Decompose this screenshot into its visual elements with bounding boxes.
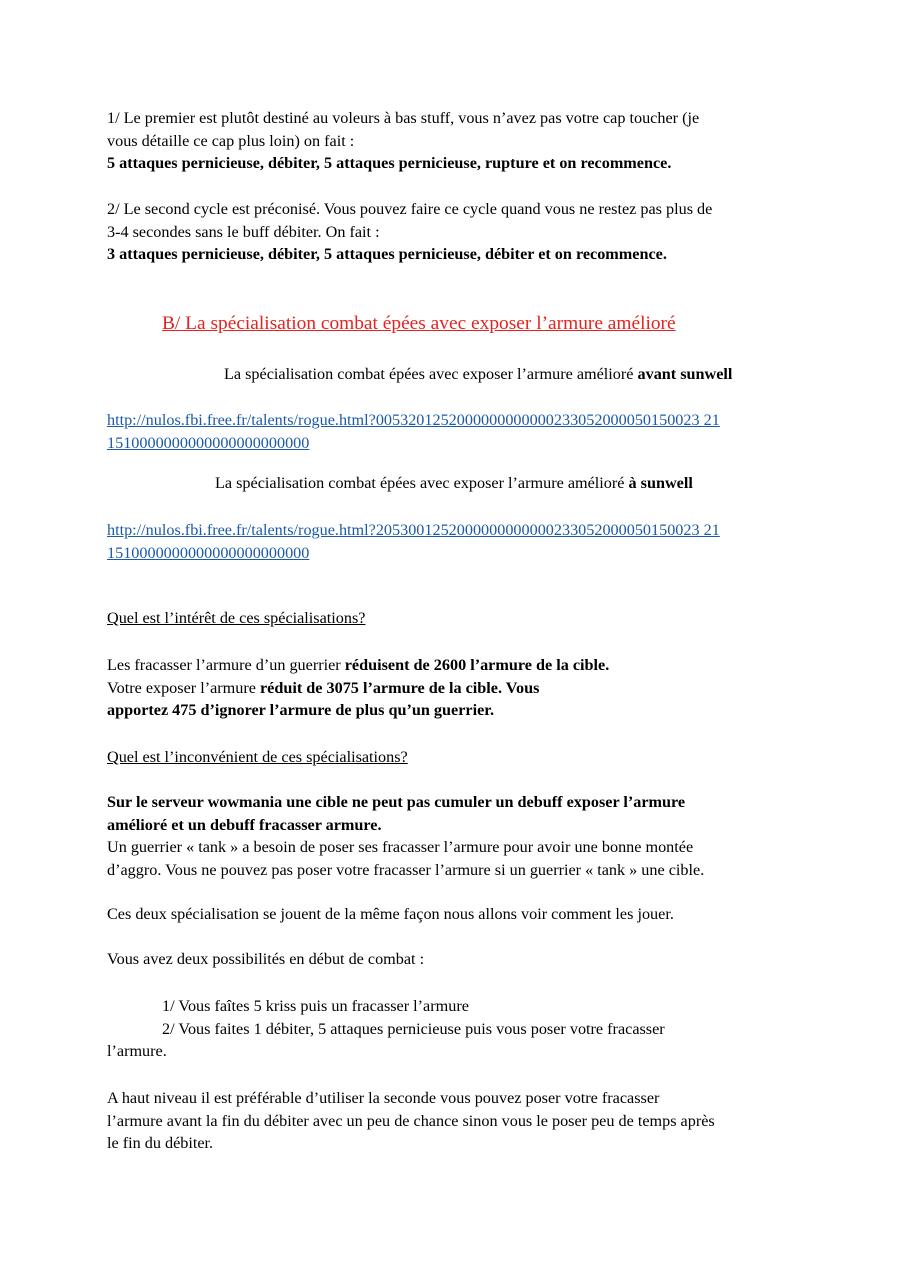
play-options-intro <box>107 948 807 971</box>
interest-line-2 <box>107 677 807 700</box>
option-2: 2/ Vous faites 1 débiter, 5 attaques pernicieuse puis vous poser votre fracasser <box>162 1019 665 1038</box>
spec-before-caption <box>224 363 732 386</box>
spec-at-text: La spécialisation combat épées avec exposer l’armure amélioré <box>215 474 629 492</box>
spec-at-bold: à sunwell <box>628 474 693 492</box>
option-1: 1/ Vous faîtes 5 kriss puis un fracasser l’armure <box>162 997 469 1015</box>
play-options <box>107 995 807 1063</box>
interest-line-1-normal: Les fracasser l’armure d’un guerrier <box>107 656 345 674</box>
interest-title <box>107 607 807 630</box>
cycle-1-line-2: vous détaille ce cap plus loin) on fait : <box>107 131 355 150</box>
drawback-line-4: d’aggro. Vous ne pouvez pas poser votre fracasser l’armure si un guerrier « tank » une cible. <box>107 860 705 879</box>
drawback-title-text: Quel est l’inconvénient de ces spécialisations? <box>107 748 408 766</box>
cycle-1-paragraph <box>107 107 807 175</box>
play-intro-text: Ces deux spécialisation se jouent de la même façon nous allons voir comment les jouer. <box>107 905 674 923</box>
spec-at-url-line-1[interactable]: http://nulos.fbi.free.fr/talents/rogue.html?2053001252000000000000233052000050150023 21 <box>107 521 720 539</box>
conclusion-line-2: l’armure avant la fin du débiter avec un peu de chance sinon vous le poser peu de temps après <box>107 1111 715 1130</box>
play-options-intro-text: Vous avez deux possibilités en début de combat : <box>107 950 425 968</box>
conclusion-line-3: le fin du débiter. <box>107 1134 214 1152</box>
conclusion-line-1: A haut niveau il est préférable d’utiliser la seconde vous pouvez poser votre fracasser <box>107 1089 660 1107</box>
drawback-line-3: Un guerrier « tank » a besoin de poser ses fracasser l’armure pour avoir une bonne montée <box>107 838 694 856</box>
play-intro <box>107 903 807 926</box>
spec-at-caption <box>215 472 693 495</box>
drawback-bold-line-1: Sur le serveur wowmania une cible ne peut pas cumuler un debuff exposer l’armure <box>107 793 686 811</box>
drawback-paragraph <box>107 791 807 881</box>
spec-before-link[interactable] <box>107 409 807 454</box>
spec-before-url-line-1[interactable]: http://nulos.fbi.free.fr/talents/rogue.html?0053201252000000000000233052000050150023 21 <box>107 411 720 429</box>
interest-title-text: Quel est l’intérêt de ces spécialisations? <box>107 609 366 627</box>
option-2-continued: l’armure. <box>107 1042 167 1060</box>
play-conclusion <box>107 1087 807 1155</box>
spec-before-bold: avant sunwell <box>637 365 733 383</box>
cycle-2-line-2: 3-4 secondes sans le buff débiter. On fait : <box>107 222 380 241</box>
cycle-2-line-1: 2/ Le second cycle est préconisé. Vous pouvez faire ce cycle quand vous ne restez pas plus de <box>107 200 713 218</box>
interest-line-2-bold: réduit de 3075 l’armure de la cible. Vous <box>259 678 540 697</box>
spec-before-url-line-2[interactable]: 1510000000000000000000000 <box>107 433 310 452</box>
spec-at-url-line-2[interactable]: 1510000000000000000000000 <box>107 543 310 562</box>
interest-line-3: apportez 475 d’ignorer l’armure de plus qu’un guerrier. <box>107 701 494 719</box>
drawback-bold-line-2: amélioré et un debuff fracasser armure. <box>107 815 382 834</box>
drawback-title <box>107 746 807 769</box>
spec-before-text: La spécialisation combat épées avec exposer l’armure amélioré <box>224 365 638 383</box>
cycle-1-line-1: 1/ Le premier est plutôt destiné au voleurs à bas stuff, vous n’avez pas votre cap toucher (je <box>107 109 700 127</box>
interest-line-2-normal: Votre exposer l’armure <box>107 678 260 697</box>
section-heading: B/ La spécialisation combat épées avec exposer l’armure amélioré <box>162 313 676 334</box>
interest-line-1-bold: réduisent de 2600 l’armure de la cible. <box>344 656 610 674</box>
spec-at-link[interactable] <box>107 519 807 564</box>
interest-line-1 <box>107 654 807 677</box>
interest-paragraph <box>107 654 807 722</box>
cycle-2-paragraph <box>107 198 807 266</box>
cycle-1-rotation: 5 attaques pernicieuse, débiter, 5 attaques pernicieuse, rupture et on recommence. <box>107 154 672 172</box>
cycle-2-rotation: 3 attaques pernicieuse, débiter, 5 attaques pernicieuse, débiter et on recommence. <box>107 245 667 263</box>
